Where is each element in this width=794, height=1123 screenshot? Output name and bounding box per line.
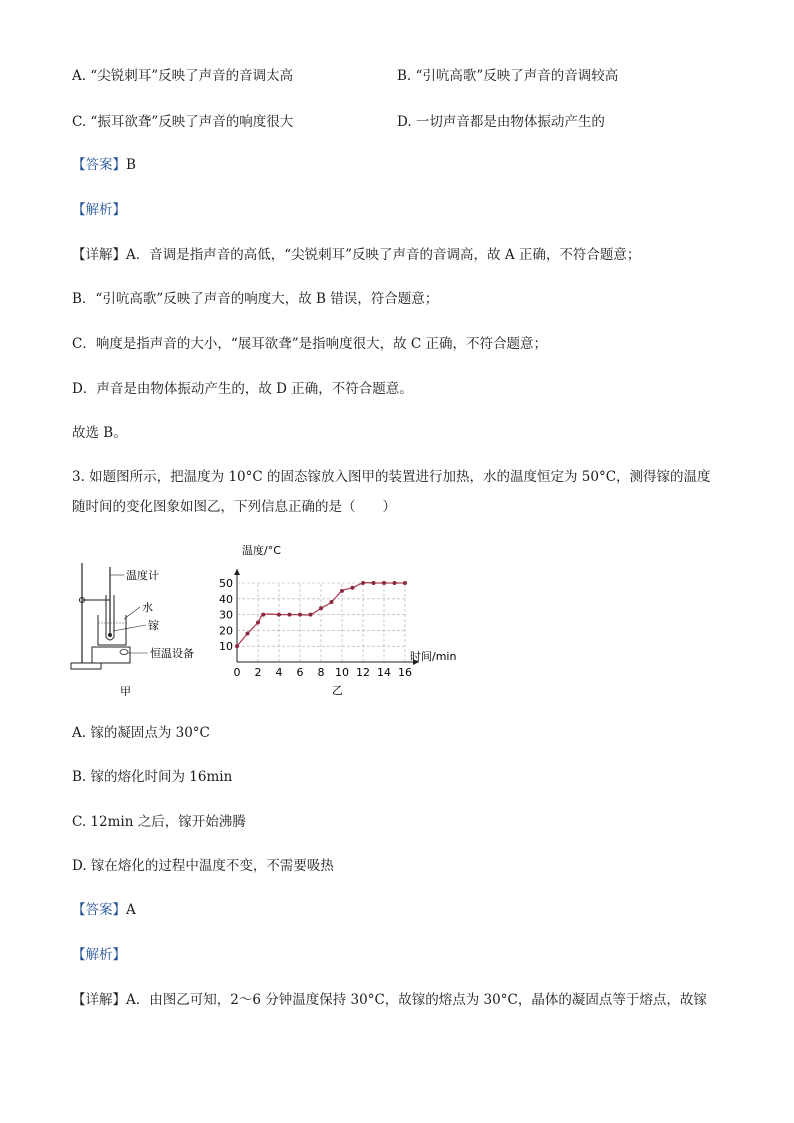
caption-jia: 甲 <box>120 685 131 698</box>
x-tick-label: 14 <box>377 666 391 679</box>
q2-detail-4: D．声音是由物体振动产生的，故 D 正确，不符合题意。 <box>72 381 413 397</box>
data-point <box>330 600 334 604</box>
y-tick-label: 30 <box>219 608 233 622</box>
x-axis-label: 时间/min <box>410 650 457 663</box>
q3-detail-1 <box>72 990 707 1010</box>
label-gallium: 镓 <box>148 619 159 632</box>
label-thermometer: 温度计 <box>126 569 159 582</box>
data-point <box>309 613 313 617</box>
chart-tick-labels <box>219 577 412 679</box>
q3-option-c: C. 12min 之后，镓开始沸腾 <box>72 814 246 830</box>
answer-tag: 【答案】 <box>72 157 126 173</box>
data-point <box>298 613 302 617</box>
data-point <box>261 613 265 617</box>
detail-text: A．音调是指声音的高低，“尖锐刺耳”反映了声音的音调高，故 A 正确，不符合题意； <box>126 247 641 263</box>
data-point <box>340 589 344 593</box>
q2-conclusion: 故选 B。 <box>72 425 127 441</box>
data-point <box>351 586 355 590</box>
data-point <box>393 581 397 585</box>
q3-option-d: D. 镓在熔化的过程中温度不变，不需要吸热 <box>72 858 334 874</box>
thermometer-bulb <box>108 633 112 637</box>
q2-detail-3: C．响度是指声音的大小，“展耳欲聋”是指响度很大，故 C 正确，不符合题意； <box>72 336 548 352</box>
detail-text: A．由图乙可知，2～6 分钟温度保持 30°C，故镓的熔点为 30°C，晶体的凝固点等于熔点，故镓 <box>126 992 707 1008</box>
q2-option-c: C. “振耳欲聋”反映了声音的响度很大 <box>72 114 294 130</box>
data-point <box>246 632 250 636</box>
answer-value: A <box>126 902 136 918</box>
q3-answer <box>72 900 136 920</box>
label-heater: 恒温设备 <box>150 647 194 660</box>
data-point <box>319 606 323 610</box>
detail-tag: 【详解】 <box>72 247 126 263</box>
heater-knob <box>120 650 128 655</box>
data-point <box>235 644 239 648</box>
x-tick-label: 0 <box>233 666 241 679</box>
data-point <box>288 613 292 617</box>
q3-option-a: A. 镓的凝固点为 30°C <box>72 725 210 741</box>
y-axis-label: 温度/°C <box>242 544 281 557</box>
data-point <box>277 613 281 617</box>
q2-detail-2: B．“引吭高歌”反映了声音的响度大，故 B 错误，符合题意； <box>72 291 439 307</box>
x-tick-label: 10 <box>335 666 349 679</box>
q3-analysis-tag <box>72 945 126 965</box>
y-tick-label: 10 <box>219 640 233 654</box>
chart-grid <box>237 583 405 662</box>
data-point <box>403 581 407 585</box>
q2-option-a: A. “尖锐刺耳”反映了声音的音调太高 <box>72 68 294 84</box>
caption-yi: 乙 <box>332 684 343 697</box>
beaker <box>98 615 126 645</box>
y-axis-arrow <box>234 569 240 575</box>
y-tick-label: 50 <box>219 577 233 590</box>
x-tick-label: 4 <box>275 666 283 679</box>
data-point <box>361 581 365 585</box>
y-tick-label: 40 <box>219 592 233 606</box>
detail-tag: 【详解】 <box>72 992 126 1008</box>
x-tick-label: 12 <box>356 666 370 679</box>
apparatus-figure <box>68 555 218 700</box>
data-point <box>256 621 260 625</box>
x-tick-label: 16 <box>398 666 412 679</box>
q3-stem-line-1: 3. 如题图所示，把温度为 10°C 的固态镓放入图甲的装置进行加热，水的温度恒定为 50°C，测得镓的温度 <box>72 469 711 485</box>
analysis-tag: 【解析】 <box>72 947 126 963</box>
x-tick-label: 8 <box>317 666 325 679</box>
q2-option-b: B. “引吭高歌”反映了声音的音调较高 <box>397 68 619 84</box>
data-point <box>372 581 376 585</box>
q2-answer <box>72 155 136 175</box>
analysis-tag: 【解析】 <box>72 202 126 218</box>
q2-option-d: D. 一切声音都是由物体振动产生的 <box>397 114 605 130</box>
y-tick-label: 20 <box>219 624 233 638</box>
q2-detail-1 <box>72 245 640 265</box>
x-tick-label: 6 <box>296 666 304 679</box>
stand-base <box>71 663 101 669</box>
temperature-chart <box>219 540 457 700</box>
q3-stem-line-2: 随时间的变化图象如图乙，下列信息正确的是（ ） <box>72 499 396 515</box>
answer-value: B <box>126 157 136 173</box>
data-point <box>382 581 386 585</box>
answer-tag: 【答案】 <box>72 902 126 918</box>
q2-analysis-tag <box>72 200 126 220</box>
x-tick-label: 2 <box>254 666 262 679</box>
q3-option-b: B. 镓的熔化时间为 16min <box>72 769 233 785</box>
label-water: 水 <box>142 601 153 614</box>
